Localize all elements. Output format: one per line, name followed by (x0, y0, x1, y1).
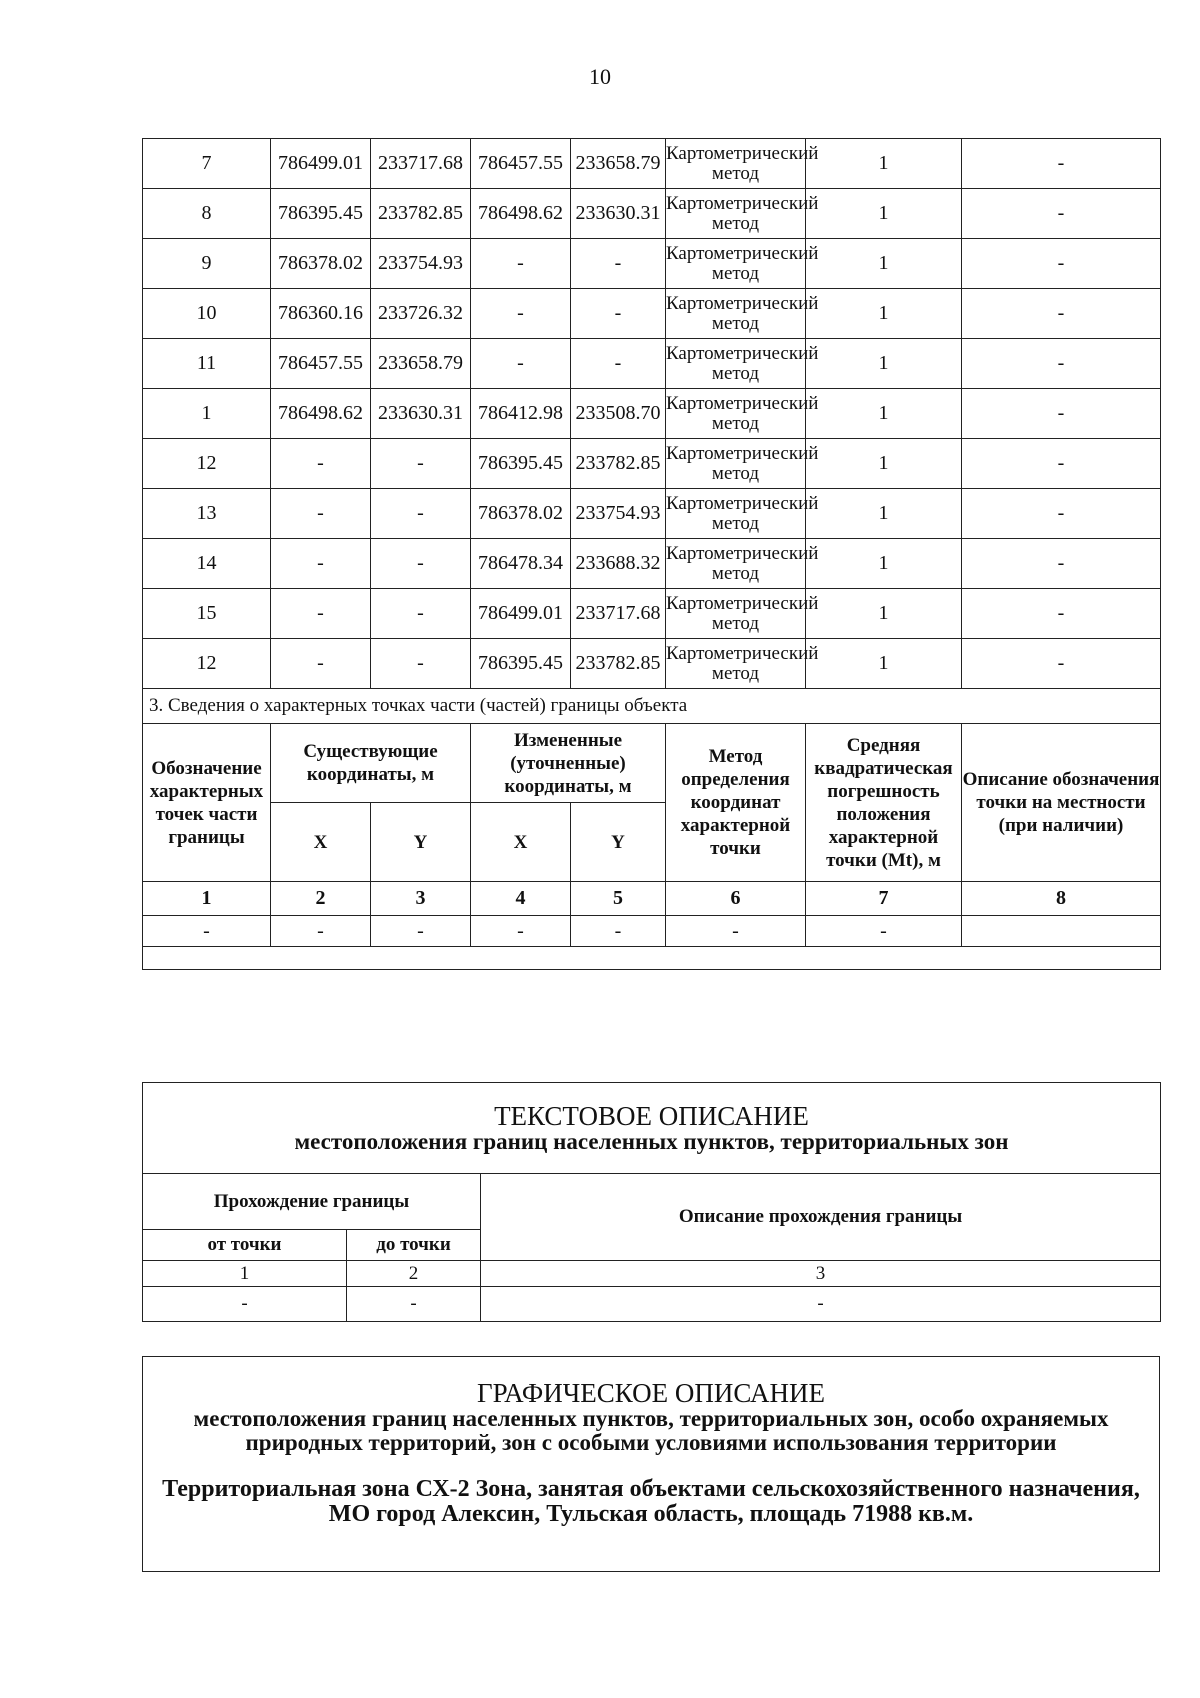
error-cell: 1 (806, 639, 962, 689)
existing-y-cell: 233782.85 (371, 189, 471, 239)
error-cell: 1 (806, 239, 962, 289)
cell: - (347, 1287, 481, 1322)
point-cell: 9 (143, 239, 271, 289)
existing-y-cell: 233630.31 (371, 389, 471, 439)
changed-x-cell: 786478.34 (471, 539, 571, 589)
from-point-header: от точки (143, 1230, 347, 1261)
existing-y-cell: - (371, 589, 471, 639)
existing-x-cell: - (271, 539, 371, 589)
existing-x-cell: 786395.45 (271, 189, 371, 239)
changed-y-cell: - (571, 239, 666, 289)
coordinates-table (142, 138, 1161, 970)
page-number: 10 (589, 64, 611, 89)
point-cell: 11 (143, 339, 271, 389)
text-description-title: ТЕКСТОВОЕ ОПИСАНИЕ (494, 1101, 809, 1131)
changed-x-cell: - (471, 339, 571, 389)
graphic-description-box (142, 1356, 1160, 1572)
changed-x-cell: 786412.98 (471, 389, 571, 439)
description-cell: - (962, 639, 1161, 689)
existing-x-cell: 786499.01 (271, 139, 371, 189)
existing-x-cell: - (271, 439, 371, 489)
empty-row (143, 947, 1161, 970)
existing-y-cell: - (371, 539, 471, 589)
table-row (143, 639, 1161, 689)
header-existing-y: Y (371, 803, 471, 882)
column-number: 1 (143, 882, 271, 916)
existing-y-cell: 233726.32 (371, 289, 471, 339)
changed-y-cell: - (571, 339, 666, 389)
changed-x-cell: - (471, 289, 571, 339)
existing-x-cell: 786498.62 (271, 389, 371, 439)
method-cell: Картометрический метод (666, 339, 806, 389)
section3-block (143, 689, 1161, 970)
graphic-description-subtitle: местоположения границ населенных пунктов, территориальных зон, особо охраняемых природных территорий, зон с особыми условиями использования территории (193, 1406, 1109, 1455)
text-description-subtitle: местоположения границ населенных пунктов, территориальных зон (294, 1129, 1009, 1154)
method-cell: Картометрический метод (666, 539, 806, 589)
table-row (143, 239, 1161, 289)
method-cell: Картометрический метод (666, 289, 806, 339)
cell: - (666, 916, 806, 947)
error-cell: 1 (806, 589, 962, 639)
error-cell: 1 (806, 489, 962, 539)
header-description: Описание обозначения точки на местности (при наличии) (962, 724, 1161, 882)
column-number: 3 (371, 882, 471, 916)
description-cell: - (962, 189, 1161, 239)
changed-x-cell: - (471, 239, 571, 289)
point-cell: 13 (143, 489, 271, 539)
point-cell: 7 (143, 139, 271, 189)
column-number: 6 (666, 882, 806, 916)
cell: - (371, 916, 471, 947)
header-changed-x: X (471, 803, 571, 882)
error-cell: 1 (806, 539, 962, 589)
existing-y-cell: 233754.93 (371, 239, 471, 289)
point-cell: 12 (143, 439, 271, 489)
existing-y-cell: - (371, 639, 471, 689)
description-cell: - (962, 539, 1161, 589)
column-number: 7 (806, 882, 962, 916)
changed-x-cell: 786395.45 (471, 639, 571, 689)
table-row (143, 389, 1161, 439)
cell: - (481, 1287, 1161, 1322)
description-cell: - (962, 239, 1161, 289)
error-cell: 1 (806, 389, 962, 439)
method-cell: Картометрический метод (666, 389, 806, 439)
table-row (143, 489, 1161, 539)
point-cell: 15 (143, 589, 271, 639)
error-cell: 1 (806, 139, 962, 189)
graphic-description-title: ГРАФИЧЕСКОЕ ОПИСАНИЕ (476, 1378, 826, 1408)
existing-y-cell: - (371, 439, 471, 489)
method-cell: Картометрический метод (666, 189, 806, 239)
description-cell: - (962, 289, 1161, 339)
header-existing-x: X (271, 803, 371, 882)
changed-x-cell: 786499.01 (471, 589, 571, 639)
description-cell: - (962, 339, 1161, 389)
column-number: 2 (347, 1261, 481, 1287)
changed-y-cell: 233782.85 (571, 439, 666, 489)
cell: - (571, 916, 666, 947)
changed-y-cell: 233508.70 (571, 389, 666, 439)
column-number: 5 (571, 882, 666, 916)
to-point-header: до точки (347, 1230, 481, 1261)
existing-x-cell: 786457.55 (271, 339, 371, 389)
column-number: 4 (471, 882, 571, 916)
method-cell: Картометрический метод (666, 639, 806, 689)
passage-desc-header: Описание прохождения границы (481, 1174, 1161, 1261)
passage-header: Прохождение границы (143, 1174, 481, 1230)
changed-y-cell: 233754.93 (571, 489, 666, 539)
changed-x-cell: 786378.02 (471, 489, 571, 539)
text-description-title-cell (143, 1083, 1161, 1174)
existing-y-cell: - (371, 489, 471, 539)
changed-x-cell: 786457.55 (471, 139, 571, 189)
existing-y-cell: 233717.68 (371, 139, 471, 189)
changed-x-cell: 786395.45 (471, 439, 571, 489)
header-method: Метод определения координат характерной точки (666, 724, 806, 882)
existing-x-cell: 786378.02 (271, 239, 371, 289)
description-cell: - (962, 489, 1161, 539)
existing-x-cell: - (271, 489, 371, 539)
table-row (143, 289, 1161, 339)
column-number: 3 (481, 1261, 1161, 1287)
changed-x-cell: 786498.62 (471, 189, 571, 239)
method-cell: Картометрический метод (666, 439, 806, 489)
existing-x-cell: 786360.16 (271, 289, 371, 339)
changed-y-cell: - (571, 289, 666, 339)
header-existing: Существующие координаты, м (271, 724, 471, 803)
empty-cell (143, 947, 1161, 970)
header-changed: Измененные (уточненные) координаты, м (471, 724, 666, 803)
column-number: 1 (143, 1261, 347, 1287)
description-cell: - (962, 389, 1161, 439)
table-row (143, 539, 1161, 589)
point-cell: 14 (143, 539, 271, 589)
method-cell: Картометрический метод (666, 589, 806, 639)
cell: - (143, 916, 271, 947)
table-row (143, 339, 1161, 389)
text-description-table (142, 1082, 1161, 1322)
table-row (143, 189, 1161, 239)
error-cell: 1 (806, 189, 962, 239)
point-cell: 10 (143, 289, 271, 339)
column-number: 8 (962, 882, 1161, 916)
description-cell: - (962, 589, 1161, 639)
column-number: 2 (271, 882, 371, 916)
cell: - (271, 916, 371, 947)
description-cell: - (962, 139, 1161, 189)
section3-caption: 3. Сведения о характерных точках части (частей) границы объекта (143, 689, 1161, 724)
error-cell: 1 (806, 289, 962, 339)
method-cell: Картометрический метод (666, 239, 806, 289)
changed-y-cell: 233658.79 (571, 139, 666, 189)
header-changed-y: Y (571, 803, 666, 882)
error-cell: 1 (806, 339, 962, 389)
table-row (143, 589, 1161, 639)
existing-y-cell: 233658.79 (371, 339, 471, 389)
point-cell: 1 (143, 389, 271, 439)
point-cell: 8 (143, 189, 271, 239)
cell: - (806, 916, 962, 947)
table-row (143, 439, 1161, 489)
cell: - (143, 1287, 347, 1322)
header-error: Средняя квадратическая погрешность положения характерной точки (Mt), м (806, 724, 962, 882)
point-cell: 12 (143, 639, 271, 689)
description-cell: - (962, 439, 1161, 489)
method-cell: Картометрический метод (666, 139, 806, 189)
cell: - (471, 916, 571, 947)
changed-y-cell: 233688.32 (571, 539, 666, 589)
error-cell: 1 (806, 439, 962, 489)
existing-x-cell: - (271, 639, 371, 689)
changed-y-cell: 233717.68 (571, 589, 666, 639)
existing-x-cell: - (271, 589, 371, 639)
section3-dash-row (143, 916, 1161, 947)
coordinates-table-body (143, 139, 1161, 689)
table-row (143, 139, 1161, 189)
column-numbers-row (143, 882, 1161, 916)
territorial-zone-description: Территориальная зона СХ-2 Зона, занятая объектами сельскохозяйственного назначения, МО город Алексин, Тульская область, площадь 71988 кв.м. (162, 1476, 1140, 1527)
changed-y-cell: 233630.31 (571, 189, 666, 239)
changed-y-cell: 233782.85 (571, 639, 666, 689)
header-designation: Обозначение характерных точек части границы (143, 724, 271, 882)
method-cell: Картометрический метод (666, 489, 806, 539)
cell (962, 916, 1161, 947)
